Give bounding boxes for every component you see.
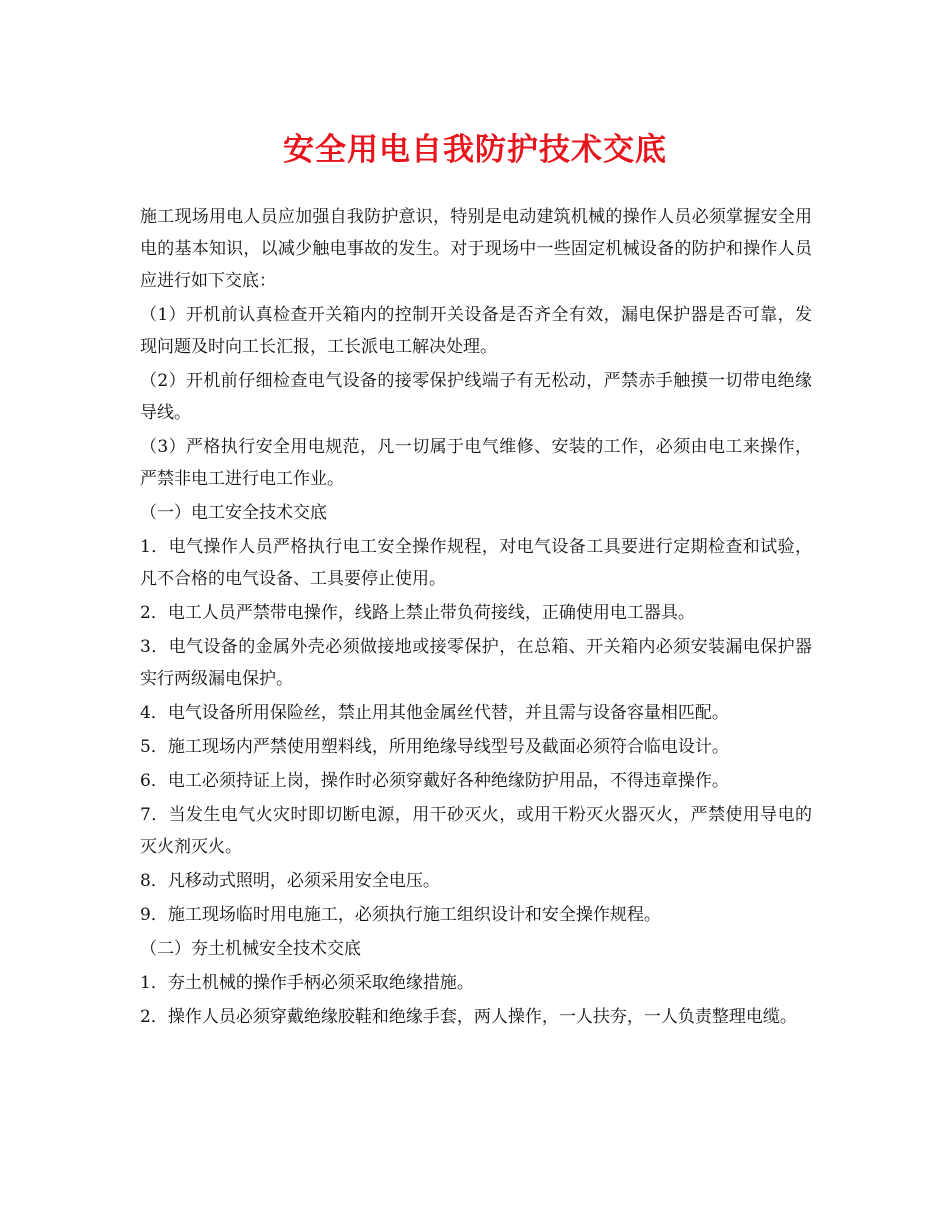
list-item: 8．凡移动式照明，必须采用安全电压。 xyxy=(140,871,440,891)
list-item: 4．电气设备所用保险丝，禁止用其他金属丝代替，并且需与设备容量相匹配。 xyxy=(140,703,729,723)
list-item: 2．操作人员必须穿戴绝缘胶鞋和绝缘手套，两人操作，一人扶夯，一人负责整理电缆。 xyxy=(140,1007,797,1027)
list-item: 2．电工人员严禁带电操作，线路上禁止带负荷接线，正确使用电工器具。 xyxy=(140,603,695,623)
document-body xyxy=(140,201,812,1035)
paragraph-item-1: （1）开机前认真检查开关箱内的控制开关设备是否齐全有效，漏电保护器是否可靠，发现问题及时向工长汇报，工长派电工解决处理。 xyxy=(140,305,812,357)
list-item: 6．电工必须持证上岗，操作时必须穿戴好各种绝缘防护用品，不得违章操作。 xyxy=(140,771,729,791)
list-item: 1．夯土机械的操作手柄必须采取绝缘措施。 xyxy=(140,973,474,993)
document-title: 安全用电自我防护技术交底 xyxy=(283,132,667,168)
list-item: 7．当发生电气火灾时即切断电源，用干砂灭火，或用干粉灭火器灭火，严禁使用导电的灭火剂灭火。 xyxy=(140,805,812,857)
list-item: 3．电气设备的金属外壳必须做接地或接零保护，在总箱、开关箱内必须安装漏电保护器实行两级漏电保护。 xyxy=(140,637,812,689)
list-item: 1．电气操作人员严格执行电工安全操作规程，对电气设备工具要进行定期检查和试验，凡不合格的电气设备、工具要停止使用。 xyxy=(140,537,812,589)
paragraph-item-3: （3）严格执行安全用电规范，凡一切属于电气维修、安装的工作，必须由电工来操作，严禁非电工进行电工作业。 xyxy=(140,437,812,489)
list-item: 5．施工现场内严禁使用塑料线，所用绝缘导线型号及截面必须符合临电设计。 xyxy=(140,737,729,757)
paragraph-intro: 施工现场用电人员应加强自我防护意识，特别是电动建筑机械的操作人员必须掌握安全用电的基本知识，以减少触电事故的发生。对于现场中一些固定机械设备的防护和操作人员应进行如下交底： xyxy=(140,207,812,291)
paragraph-item-2: （2）开机前仔细检查电气设备的接零保护线端子有无松动，严禁赤手触摸一切带电绝缘导线。 xyxy=(140,371,812,423)
section-heading-electrician: （一）电工安全技术交底 xyxy=(140,503,327,523)
list-item: 9．施工现场临时用电施工，必须执行施工组织设计和安全操作规程。 xyxy=(140,905,661,925)
section-heading-tamper: （二）夯土机械安全技术交底 xyxy=(140,939,361,959)
